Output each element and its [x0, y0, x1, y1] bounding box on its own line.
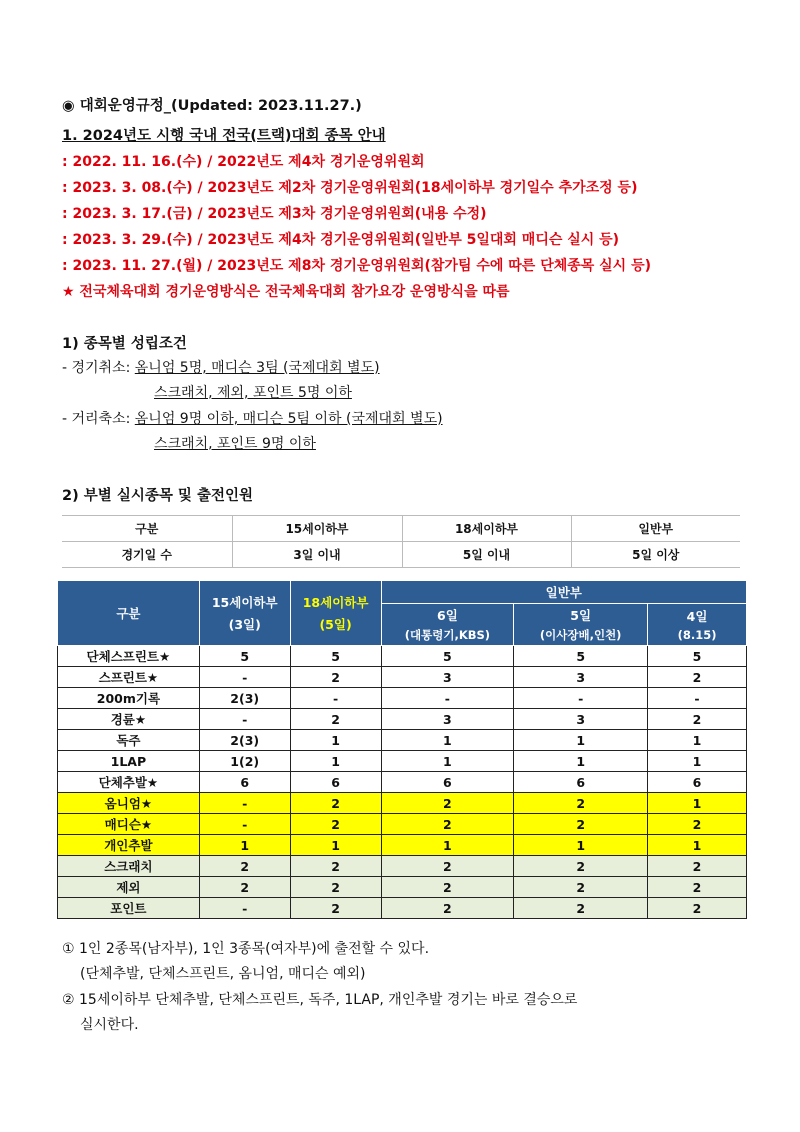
header-u18-days: (5일)	[319, 617, 352, 632]
cancel-label: - 경기취소:	[62, 360, 131, 376]
header-g4-sub: (8.15)	[677, 628, 717, 643]
count-cell: 1	[648, 835, 747, 856]
cancel-text-1: 옴니엄 5명, 매디슨 3팀 (국제대회 별도)	[134, 360, 380, 376]
count-cell: -	[199, 793, 290, 814]
table-row	[58, 646, 747, 667]
event-name-cell: 개인추발	[58, 835, 200, 856]
count-cell: 2	[648, 856, 747, 877]
table-row	[58, 856, 747, 877]
bullet-icon: ◉	[62, 98, 75, 114]
table-row	[58, 814, 747, 835]
title-text: 대회운영규정_(Updated: 2023.11.27.)	[79, 98, 362, 114]
event-name-cell: 1LAP	[58, 751, 200, 772]
count-cell: 2	[290, 898, 381, 919]
count-cell: -	[514, 688, 648, 709]
count-cell: 2	[648, 814, 747, 835]
table-cell: 3일 이내	[232, 542, 402, 568]
count-cell: 2	[514, 877, 648, 898]
table-row	[58, 751, 747, 772]
count-cell: 2	[290, 667, 381, 688]
note-2: ② 15세이하부 단체추발, 단체스프린트, 독주, 1LAP, 개인추발 경기는 바로 결승으로	[62, 992, 578, 1008]
count-cell: 5	[381, 646, 514, 667]
days-table-header	[62, 516, 740, 542]
header-g5-sub: (이사장배,인천)	[539, 628, 622, 643]
count-cell: 2	[199, 877, 290, 898]
header-u15	[199, 581, 290, 646]
events-table-header	[58, 581, 747, 604]
count-cell: 2	[381, 814, 514, 835]
table-row	[58, 709, 747, 730]
count-cell: 3	[514, 667, 648, 688]
count-cell: 1	[648, 751, 747, 772]
count-cell: 2	[290, 709, 381, 730]
note-1-detail: (단체추발, 단체스프린트, 옴니엄, 매디슨 예외)	[80, 966, 366, 982]
count-cell: 2	[290, 877, 381, 898]
count-cell: 2	[381, 877, 514, 898]
count-cell: 2	[514, 793, 648, 814]
table-row	[58, 667, 747, 688]
count-cell: 2(3)	[199, 688, 290, 709]
count-cell: 2	[648, 898, 747, 919]
event-name-cell: 단체스프린트★	[58, 646, 200, 667]
reduce-text-2: 스크래치, 포인트 9명 이하	[154, 436, 316, 452]
count-cell: -	[290, 688, 381, 709]
count-cell: 6	[514, 772, 648, 793]
header-g6-sub: (대통령기,KBS)	[404, 628, 491, 643]
table-row	[58, 793, 747, 814]
count-cell: 1	[381, 835, 514, 856]
count-cell: 2	[648, 877, 747, 898]
cancel-text-2: 스크래치, 제외, 포인트 5명 이하	[154, 385, 352, 401]
count-cell: 5	[199, 646, 290, 667]
header-category: 구분	[58, 581, 200, 646]
cancel-condition	[62, 357, 380, 377]
header-cell: 구분	[62, 516, 232, 542]
header-u18-label: 18세이하부	[302, 595, 369, 610]
count-cell: 2	[648, 667, 747, 688]
update-line: : 2023. 3. 08.(수) / 2023년도 제2차 경기운영위원회(18세이하부 경기일수 추가조정 등)	[62, 180, 638, 196]
note-2-detail: 실시한다.	[80, 1017, 139, 1033]
count-cell: 6	[290, 772, 381, 793]
count-cell: 2	[290, 793, 381, 814]
table-row	[58, 730, 747, 751]
header-g6	[381, 604, 514, 646]
header-cell: 일반부	[571, 516, 740, 542]
section-1-heading: 1. 2024년도 시행 국내 전국(트랙)대회 종목 안내	[62, 128, 386, 144]
header-u15-days: (3일)	[228, 617, 261, 632]
days-table-row	[62, 542, 740, 568]
count-cell: -	[199, 667, 290, 688]
events-table-body	[58, 646, 747, 919]
event-name-cell: 단체추발★	[58, 772, 200, 793]
count-cell: 2	[381, 793, 514, 814]
event-name-cell: 매디슨★	[58, 814, 200, 835]
header-g6-label: 6일	[437, 608, 458, 624]
count-cell: 1(2)	[199, 751, 290, 772]
event-name-cell: 경륜★	[58, 709, 200, 730]
count-cell: 2	[648, 709, 747, 730]
count-cell: 2	[381, 898, 514, 919]
count-cell: 3	[514, 709, 648, 730]
event-name-cell: 독주	[58, 730, 200, 751]
count-cell: 5	[514, 646, 648, 667]
count-cell: -	[199, 898, 290, 919]
count-cell: 5	[290, 646, 381, 667]
events-table	[57, 580, 747, 919]
count-cell: 1	[381, 730, 514, 751]
update-line: : 2023. 3. 29.(수) / 2023년도 제4차 경기운영위원회(일반부 5일대회 매디슨 실시 등)	[62, 232, 620, 248]
count-cell: 6	[648, 772, 747, 793]
count-cell: 2	[290, 814, 381, 835]
count-cell: 1	[381, 751, 514, 772]
count-cell: 1	[514, 835, 648, 856]
count-cell: 1	[514, 751, 648, 772]
table-row	[58, 877, 747, 898]
header-g4	[648, 604, 747, 646]
count-cell: 1	[290, 730, 381, 751]
count-cell: 2	[381, 856, 514, 877]
star-note: ★ 전국체육대회 경기운영방식은 전국체육대회 참가요강 운영방식을 따름	[62, 284, 510, 300]
count-cell: 1	[290, 751, 381, 772]
header-u15-label: 15세이하부	[211, 595, 278, 610]
header-g5-label: 5일	[570, 608, 592, 624]
count-cell: 2	[514, 856, 648, 877]
count-cell: -	[199, 814, 290, 835]
count-cell: 2(3)	[199, 730, 290, 751]
header-g5	[514, 604, 648, 646]
header-u18	[290, 581, 381, 646]
document-title	[62, 94, 362, 115]
count-cell: 2	[199, 856, 290, 877]
count-cell: 2	[514, 814, 648, 835]
reduce-condition	[62, 408, 443, 428]
update-line: : 2023. 11. 27.(월) / 2023년도 제8차 경기운영위원회(참가팀 수에 따른 단체종목 실시 등)	[62, 258, 652, 274]
reduce-text-1: 옴니엄 9명 이하, 매디슨 5팀 이하 (국제대회 별도)	[134, 411, 443, 427]
count-cell: -	[199, 709, 290, 730]
update-line: : 2022. 11. 16.(수) / 2022년도 제4차 경기운영위원회	[62, 154, 425, 170]
event-name-cell: 스크래치	[58, 856, 200, 877]
count-cell: 1	[514, 730, 648, 751]
table-cell: 5일 이상	[571, 542, 740, 568]
count-cell: 5	[648, 646, 747, 667]
table-row	[58, 835, 747, 856]
event-name-cell: 200m기록	[58, 688, 200, 709]
table-cell: 경기일 수	[62, 542, 232, 568]
header-g4-label: 4일	[686, 609, 708, 625]
event-name-cell: 스프린트★	[58, 667, 200, 688]
reduce-label: - 거리축소:	[62, 411, 131, 427]
table-row	[58, 772, 747, 793]
subsection-2-heading: 2) 부별 실시종목 및 출전인원	[62, 488, 253, 504]
table-cell: 5일 이내	[402, 542, 571, 568]
count-cell: 3	[381, 667, 514, 688]
table-row	[58, 688, 747, 709]
count-cell: -	[381, 688, 514, 709]
count-cell: 1	[199, 835, 290, 856]
header-cell: 15세이하부	[232, 516, 402, 542]
update-line: : 2023. 3. 17.(금) / 2023년도 제3차 경기운영위원회(내용 수정)	[62, 206, 487, 222]
count-cell: 6	[381, 772, 514, 793]
days-table	[62, 515, 740, 568]
count-cell: 1	[290, 835, 381, 856]
header-cell: 18세이하부	[402, 516, 571, 542]
note-1: ① 1인 2종목(남자부), 1인 3종목(여자부)에 출전할 수 있다.	[62, 941, 430, 957]
count-cell: 1	[648, 793, 747, 814]
count-cell: 1	[648, 730, 747, 751]
count-cell: -	[648, 688, 747, 709]
event-name-cell: 포인트	[58, 898, 200, 919]
table-row	[58, 898, 747, 919]
count-cell: 2	[514, 898, 648, 919]
subsection-1-heading: 1) 종목별 성립조건	[62, 336, 187, 352]
count-cell: 2	[290, 856, 381, 877]
event-name-cell: 제외	[58, 877, 200, 898]
count-cell: 6	[199, 772, 290, 793]
count-cell: 3	[381, 709, 514, 730]
header-general: 일반부	[381, 581, 747, 604]
event-name-cell: 옴니엄★	[58, 793, 200, 814]
